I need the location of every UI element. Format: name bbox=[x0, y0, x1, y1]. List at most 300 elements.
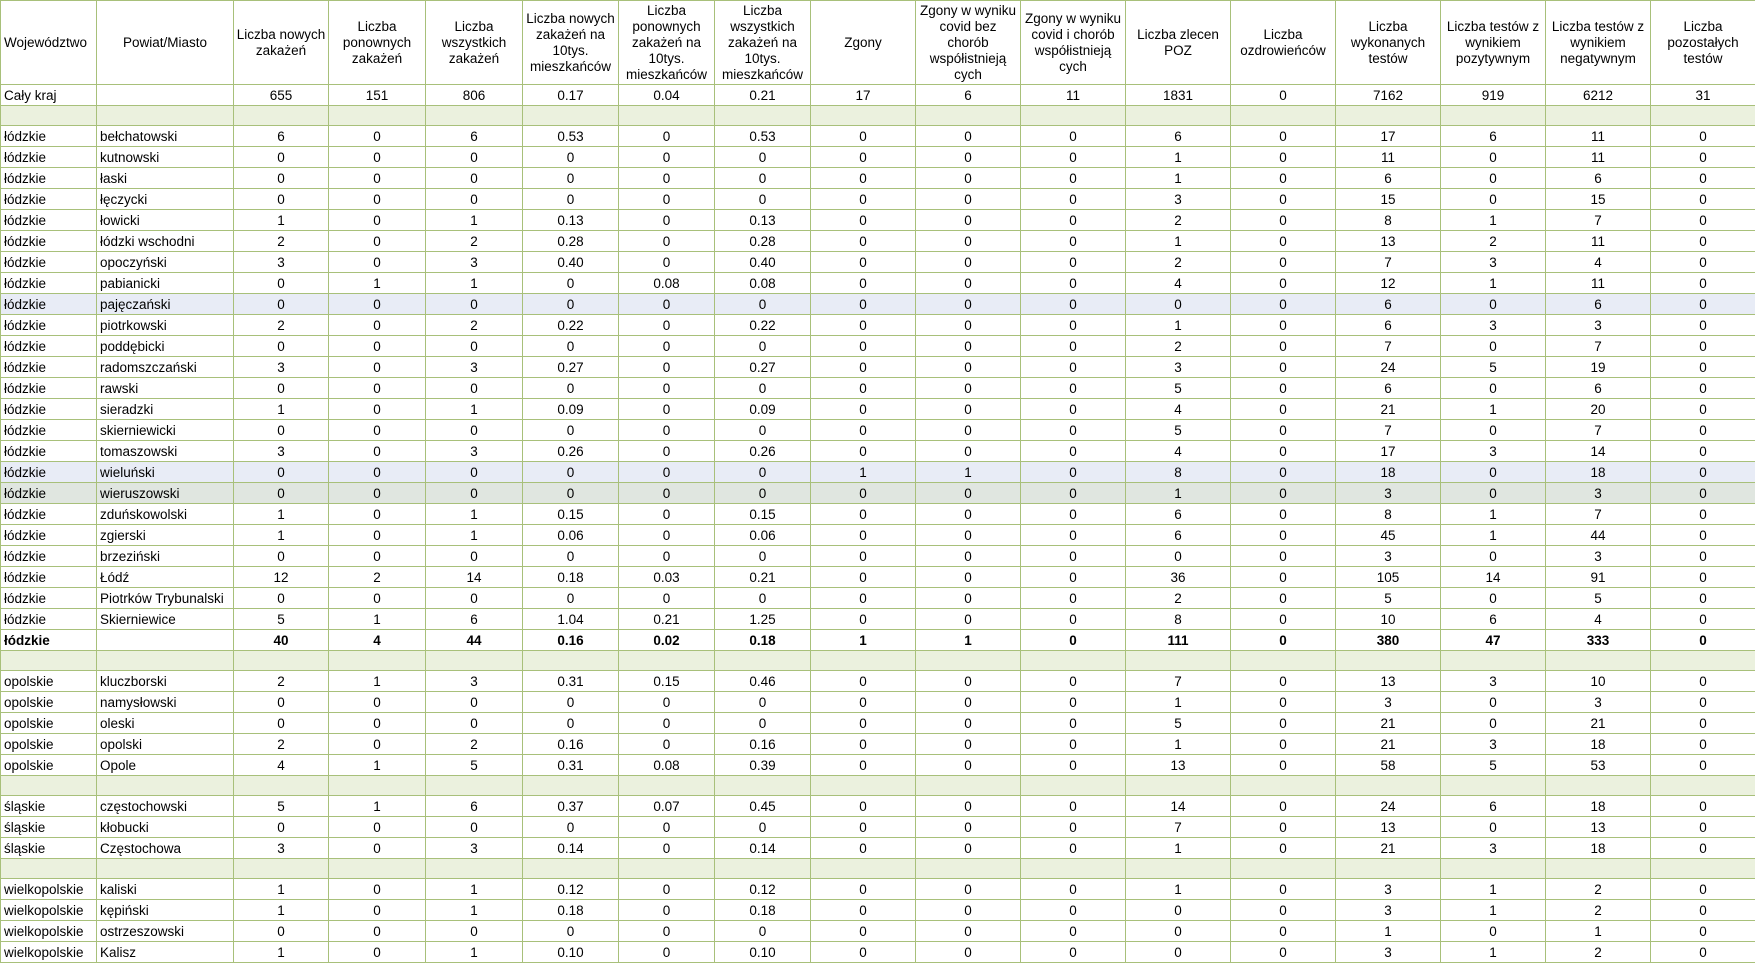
district-cell[interactable]: tomaszowski bbox=[97, 441, 234, 462]
value-cell[interactable]: 11 bbox=[1546, 273, 1651, 294]
value-cell[interactable]: 0 bbox=[916, 147, 1021, 168]
value-cell[interactable]: 0 bbox=[1231, 630, 1336, 651]
value-cell[interactable]: 0 bbox=[234, 713, 329, 734]
value-cell[interactable]: 0 bbox=[619, 462, 715, 483]
value-cell[interactable]: 0 bbox=[523, 546, 619, 567]
value-cell[interactable]: 0 bbox=[426, 378, 523, 399]
value-cell[interactable]: 0 bbox=[619, 483, 715, 504]
value-cell[interactable]: 0 bbox=[619, 921, 715, 942]
value-cell[interactable]: 0 bbox=[329, 588, 426, 609]
value-cell[interactable]: 0 bbox=[1651, 420, 1755, 441]
value-cell[interactable]: 12 bbox=[1336, 273, 1441, 294]
value-cell[interactable]: 0 bbox=[811, 900, 916, 921]
voivodeship-cell[interactable]: wielkopolskie bbox=[1, 879, 97, 900]
empty-cell[interactable] bbox=[97, 651, 234, 671]
value-cell[interactable]: 0 bbox=[329, 231, 426, 252]
value-cell[interactable]: 0 bbox=[523, 692, 619, 713]
value-cell[interactable]: 0 bbox=[329, 336, 426, 357]
value-cell[interactable]: 0.21 bbox=[619, 609, 715, 630]
value-cell[interactable]: 0.22 bbox=[715, 315, 811, 336]
value-cell[interactable]: 18 bbox=[1546, 462, 1651, 483]
voivodeship-cell[interactable]: łódzkie bbox=[1, 441, 97, 462]
value-cell[interactable]: 0 bbox=[916, 252, 1021, 273]
value-cell[interactable]: 0.10 bbox=[523, 942, 619, 963]
value-cell[interactable]: 0 bbox=[1651, 336, 1755, 357]
value-cell[interactable]: 13 bbox=[1336, 817, 1441, 838]
value-cell[interactable]: 1 bbox=[1126, 838, 1231, 859]
value-cell[interactable]: 0.15 bbox=[715, 504, 811, 525]
voivodeship-cell[interactable]: opolskie bbox=[1, 755, 97, 776]
voivodeship-cell[interactable]: łódzkie bbox=[1, 483, 97, 504]
value-cell[interactable]: 0.21 bbox=[715, 567, 811, 588]
value-cell[interactable]: 0 bbox=[811, 420, 916, 441]
value-cell[interactable]: 0 bbox=[1126, 546, 1231, 567]
empty-cell[interactable] bbox=[523, 776, 619, 796]
value-cell[interactable]: 0.10 bbox=[715, 942, 811, 963]
empty-cell[interactable] bbox=[916, 859, 1021, 879]
value-cell[interactable]: 0 bbox=[1651, 462, 1755, 483]
value-cell[interactable]: 0 bbox=[1231, 378, 1336, 399]
empty-cell[interactable] bbox=[1, 651, 97, 671]
value-cell[interactable]: 0 bbox=[916, 567, 1021, 588]
value-cell[interactable]: 5 bbox=[1336, 588, 1441, 609]
value-cell[interactable]: 0 bbox=[1021, 796, 1126, 817]
value-cell[interactable]: 1.04 bbox=[523, 609, 619, 630]
district-cell[interactable]: bełchatowski bbox=[97, 126, 234, 147]
value-cell[interactable]: 0 bbox=[619, 713, 715, 734]
value-cell[interactable]: 0 bbox=[329, 168, 426, 189]
value-cell[interactable]: 0 bbox=[1231, 168, 1336, 189]
district-cell[interactable]: opolski bbox=[97, 734, 234, 755]
value-cell[interactable]: 0 bbox=[1651, 126, 1755, 147]
value-cell[interactable]: 0 bbox=[811, 504, 916, 525]
column-header[interactable]: Województwo bbox=[1, 1, 97, 85]
value-cell[interactable]: 0 bbox=[329, 483, 426, 504]
value-cell[interactable]: 2 bbox=[1126, 252, 1231, 273]
value-cell[interactable]: 0 bbox=[1021, 671, 1126, 692]
district-cell[interactable]: namysłowski bbox=[97, 692, 234, 713]
column-header[interactable]: Powiat/Miasto bbox=[97, 1, 234, 85]
voivodeship-cell[interactable]: wielkopolskie bbox=[1, 921, 97, 942]
value-cell[interactable]: 7 bbox=[1126, 671, 1231, 692]
value-cell[interactable]: 0 bbox=[1021, 588, 1126, 609]
empty-cell[interactable] bbox=[523, 859, 619, 879]
voivodeship-cell[interactable]: śląskie bbox=[1, 838, 97, 859]
empty-cell[interactable] bbox=[329, 651, 426, 671]
value-cell[interactable]: 1 bbox=[916, 630, 1021, 651]
value-cell[interactable]: 0.40 bbox=[715, 252, 811, 273]
value-cell[interactable]: 0 bbox=[916, 357, 1021, 378]
value-cell[interactable]: 5 bbox=[1126, 420, 1231, 441]
value-cell[interactable]: 111 bbox=[1126, 630, 1231, 651]
value-cell[interactable]: 0 bbox=[715, 336, 811, 357]
district-cell[interactable]: częstochowski bbox=[97, 796, 234, 817]
value-cell[interactable]: 0 bbox=[916, 378, 1021, 399]
district-cell[interactable]: Łódź bbox=[97, 567, 234, 588]
district-cell[interactable] bbox=[97, 630, 234, 651]
value-cell[interactable]: 0 bbox=[1441, 713, 1546, 734]
value-cell[interactable]: 10 bbox=[1546, 671, 1651, 692]
value-cell[interactable]: 0 bbox=[811, 692, 916, 713]
value-cell[interactable]: 91 bbox=[1546, 567, 1651, 588]
value-cell[interactable]: 0 bbox=[619, 210, 715, 231]
value-cell[interactable]: 6 bbox=[1441, 796, 1546, 817]
value-cell[interactable]: 3 bbox=[1441, 671, 1546, 692]
value-cell[interactable]: 0 bbox=[916, 671, 1021, 692]
value-cell[interactable]: 6 bbox=[1126, 126, 1231, 147]
value-cell[interactable]: 0 bbox=[811, 252, 916, 273]
value-cell[interactable]: 0 bbox=[811, 755, 916, 776]
value-cell[interactable]: 0 bbox=[523, 921, 619, 942]
value-cell[interactable]: 5 bbox=[1126, 713, 1231, 734]
value-cell[interactable]: 0 bbox=[1651, 378, 1755, 399]
value-cell[interactable]: 0 bbox=[234, 147, 329, 168]
value-cell[interactable]: 40 bbox=[234, 630, 329, 651]
empty-cell[interactable] bbox=[811, 776, 916, 796]
empty-cell[interactable] bbox=[1336, 859, 1441, 879]
district-cell[interactable]: radomszczański bbox=[97, 357, 234, 378]
value-cell[interactable]: 6 bbox=[1336, 294, 1441, 315]
value-cell[interactable]: 0 bbox=[916, 879, 1021, 900]
value-cell[interactable]: 0 bbox=[523, 189, 619, 210]
value-cell[interactable]: 0 bbox=[916, 420, 1021, 441]
value-cell[interactable]: 0 bbox=[811, 357, 916, 378]
voivodeship-cell[interactable]: łódzkie bbox=[1, 252, 97, 273]
value-cell[interactable]: 0 bbox=[1651, 713, 1755, 734]
empty-cell[interactable] bbox=[1126, 106, 1231, 126]
value-cell[interactable]: 0 bbox=[329, 713, 426, 734]
value-cell[interactable]: 0 bbox=[1126, 900, 1231, 921]
empty-cell[interactable] bbox=[1336, 651, 1441, 671]
value-cell[interactable]: 0 bbox=[916, 273, 1021, 294]
value-cell[interactable]: 17 bbox=[1336, 126, 1441, 147]
value-cell[interactable]: 0 bbox=[234, 189, 329, 210]
value-cell[interactable]: 2 bbox=[329, 567, 426, 588]
value-cell[interactable]: 19 bbox=[1546, 357, 1651, 378]
value-cell[interactable]: 0 bbox=[1441, 817, 1546, 838]
value-cell[interactable]: 1 bbox=[234, 210, 329, 231]
value-cell[interactable]: 0.06 bbox=[523, 525, 619, 546]
value-cell[interactable]: 0 bbox=[329, 378, 426, 399]
value-cell[interactable]: 0 bbox=[329, 942, 426, 963]
value-cell[interactable]: 1 bbox=[329, 273, 426, 294]
value-cell[interactable]: 18 bbox=[1546, 734, 1651, 755]
value-cell[interactable]: 0 bbox=[1231, 692, 1336, 713]
value-cell[interactable]: 0.09 bbox=[715, 399, 811, 420]
voivodeship-cell[interactable]: wielkopolskie bbox=[1, 900, 97, 921]
voivodeship-cell[interactable]: Cały kraj bbox=[1, 85, 97, 106]
value-cell[interactable]: 0 bbox=[811, 879, 916, 900]
value-cell[interactable]: 0 bbox=[234, 588, 329, 609]
value-cell[interactable]: 4 bbox=[1126, 399, 1231, 420]
value-cell[interactable]: 1 bbox=[234, 900, 329, 921]
value-cell[interactable]: 0 bbox=[1231, 273, 1336, 294]
value-cell[interactable]: 0 bbox=[916, 336, 1021, 357]
value-cell[interactable]: 0 bbox=[811, 796, 916, 817]
value-cell[interactable]: 0.08 bbox=[619, 273, 715, 294]
value-cell[interactable]: 0 bbox=[523, 273, 619, 294]
value-cell[interactable]: 0 bbox=[1021, 357, 1126, 378]
value-cell[interactable]: 0 bbox=[619, 525, 715, 546]
value-cell[interactable]: 0 bbox=[715, 294, 811, 315]
value-cell[interactable]: 21 bbox=[1336, 838, 1441, 859]
value-cell[interactable]: 0 bbox=[329, 900, 426, 921]
district-cell[interactable]: oleski bbox=[97, 713, 234, 734]
value-cell[interactable]: 7 bbox=[1336, 252, 1441, 273]
value-cell[interactable]: 0.13 bbox=[523, 210, 619, 231]
voivodeship-cell[interactable]: łódzkie bbox=[1, 504, 97, 525]
empty-cell[interactable] bbox=[1126, 651, 1231, 671]
value-cell[interactable]: 0 bbox=[916, 838, 1021, 859]
value-cell[interactable]: 0 bbox=[1231, 734, 1336, 755]
value-cell[interactable]: 0 bbox=[1651, 546, 1755, 567]
value-cell[interactable]: 0 bbox=[916, 399, 1021, 420]
value-cell[interactable]: 0 bbox=[715, 147, 811, 168]
value-cell[interactable]: 1.25 bbox=[715, 609, 811, 630]
value-cell[interactable]: 3 bbox=[426, 441, 523, 462]
voivodeship-cell[interactable]: opolskie bbox=[1, 671, 97, 692]
value-cell[interactable]: 0 bbox=[811, 315, 916, 336]
value-cell[interactable]: 0 bbox=[1231, 755, 1336, 776]
value-cell[interactable]: 0 bbox=[1441, 294, 1546, 315]
value-cell[interactable]: 0 bbox=[1651, 879, 1755, 900]
value-cell[interactable]: 0 bbox=[1441, 462, 1546, 483]
column-header[interactable]: Liczba pozostałych testów bbox=[1651, 1, 1755, 85]
value-cell[interactable]: 0 bbox=[426, 546, 523, 567]
value-cell[interactable]: 0 bbox=[916, 734, 1021, 755]
value-cell[interactable]: 3 bbox=[1441, 315, 1546, 336]
value-cell[interactable]: 0 bbox=[329, 921, 426, 942]
district-cell[interactable]: wieluński bbox=[97, 462, 234, 483]
value-cell[interactable]: 0.21 bbox=[715, 85, 811, 106]
value-cell[interactable]: 0 bbox=[234, 692, 329, 713]
value-cell[interactable]: 0 bbox=[1441, 588, 1546, 609]
value-cell[interactable]: 7 bbox=[1336, 336, 1441, 357]
district-cell[interactable]: sieradzki bbox=[97, 399, 234, 420]
empty-cell[interactable] bbox=[426, 776, 523, 796]
value-cell[interactable]: 0 bbox=[426, 189, 523, 210]
column-header[interactable]: Liczba testów z wynikiem pozytywnym bbox=[1441, 1, 1546, 85]
value-cell[interactable]: 0 bbox=[1651, 168, 1755, 189]
value-cell[interactable]: 6212 bbox=[1546, 85, 1651, 106]
value-cell[interactable]: 0 bbox=[916, 755, 1021, 776]
value-cell[interactable]: 0 bbox=[715, 817, 811, 838]
district-cell[interactable]: łęczycki bbox=[97, 189, 234, 210]
value-cell[interactable]: 0 bbox=[811, 567, 916, 588]
value-cell[interactable]: 0 bbox=[1651, 692, 1755, 713]
value-cell[interactable]: 5 bbox=[1441, 357, 1546, 378]
value-cell[interactable]: 0 bbox=[1126, 294, 1231, 315]
district-cell[interactable]: Częstochowa bbox=[97, 838, 234, 859]
value-cell[interactable]: 151 bbox=[329, 85, 426, 106]
value-cell[interactable]: 8 bbox=[1336, 210, 1441, 231]
district-cell[interactable]: kluczborski bbox=[97, 671, 234, 692]
voivodeship-cell[interactable]: łódzkie bbox=[1, 588, 97, 609]
value-cell[interactable]: 0 bbox=[426, 294, 523, 315]
district-cell[interactable]: kępiński bbox=[97, 900, 234, 921]
value-cell[interactable]: 0 bbox=[811, 713, 916, 734]
value-cell[interactable]: 2 bbox=[426, 734, 523, 755]
empty-cell[interactable] bbox=[426, 106, 523, 126]
value-cell[interactable]: 0 bbox=[1651, 734, 1755, 755]
value-cell[interactable]: 0 bbox=[1021, 942, 1126, 963]
value-cell[interactable]: 0 bbox=[234, 336, 329, 357]
column-header[interactable]: Zgony w wyniku covid i chorób współistnieją cych bbox=[1021, 1, 1126, 85]
value-cell[interactable]: 0 bbox=[1441, 483, 1546, 504]
value-cell[interactable]: 0 bbox=[619, 336, 715, 357]
value-cell[interactable]: 0 bbox=[426, 817, 523, 838]
value-cell[interactable]: 0 bbox=[1651, 755, 1755, 776]
empty-cell[interactable] bbox=[329, 106, 426, 126]
value-cell[interactable]: 0 bbox=[619, 399, 715, 420]
value-cell[interactable]: 0 bbox=[1231, 671, 1336, 692]
value-cell[interactable]: 0 bbox=[619, 504, 715, 525]
district-cell[interactable]: piotrkowski bbox=[97, 315, 234, 336]
value-cell[interactable]: 0 bbox=[1231, 126, 1336, 147]
value-cell[interactable]: 0.08 bbox=[715, 273, 811, 294]
district-cell[interactable]: Piotrków Trybunalski bbox=[97, 588, 234, 609]
value-cell[interactable]: 0 bbox=[1231, 336, 1336, 357]
value-cell[interactable]: 1 bbox=[1336, 921, 1441, 942]
value-cell[interactable]: 2 bbox=[1546, 942, 1651, 963]
empty-cell[interactable] bbox=[1546, 859, 1651, 879]
value-cell[interactable]: 0 bbox=[1651, 273, 1755, 294]
value-cell[interactable]: 0 bbox=[619, 546, 715, 567]
value-cell[interactable]: 0 bbox=[811, 273, 916, 294]
column-header[interactable]: Liczba wszystkich zakażeń na 10tys. mieszkańców bbox=[715, 1, 811, 85]
empty-cell[interactable] bbox=[1126, 859, 1231, 879]
column-header[interactable]: Zgony w wyniku covid bez chorób współistnieją cych bbox=[916, 1, 1021, 85]
district-cell[interactable]: kłobucki bbox=[97, 817, 234, 838]
empty-cell[interactable] bbox=[1231, 776, 1336, 796]
value-cell[interactable]: 0 bbox=[811, 525, 916, 546]
value-cell[interactable]: 4 bbox=[1546, 252, 1651, 273]
value-cell[interactable]: 1 bbox=[1441, 273, 1546, 294]
value-cell[interactable]: 1 bbox=[426, 210, 523, 231]
value-cell[interactable]: 0 bbox=[1441, 189, 1546, 210]
value-cell[interactable]: 4 bbox=[329, 630, 426, 651]
value-cell[interactable]: 0 bbox=[426, 588, 523, 609]
value-cell[interactable]: 0 bbox=[234, 420, 329, 441]
value-cell[interactable]: 0 bbox=[916, 588, 1021, 609]
value-cell[interactable]: 0 bbox=[715, 189, 811, 210]
value-cell[interactable]: 0 bbox=[916, 796, 1021, 817]
voivodeship-cell[interactable]: łódzkie bbox=[1, 525, 97, 546]
empty-cell[interactable] bbox=[1546, 776, 1651, 796]
value-cell[interactable]: 0.39 bbox=[715, 755, 811, 776]
value-cell[interactable]: 17 bbox=[1336, 441, 1441, 462]
value-cell[interactable]: 0 bbox=[234, 817, 329, 838]
voivodeship-cell[interactable]: łódzkie bbox=[1, 336, 97, 357]
value-cell[interactable]: 0.18 bbox=[715, 900, 811, 921]
value-cell[interactable]: 0 bbox=[1231, 315, 1336, 336]
empty-cell[interactable] bbox=[715, 106, 811, 126]
value-cell[interactable]: 0 bbox=[715, 462, 811, 483]
district-cell[interactable] bbox=[97, 85, 234, 106]
value-cell[interactable]: 1 bbox=[1441, 879, 1546, 900]
value-cell[interactable]: 8 bbox=[1126, 609, 1231, 630]
value-cell[interactable]: 0 bbox=[523, 378, 619, 399]
value-cell[interactable]: 0 bbox=[715, 713, 811, 734]
district-cell[interactable]: kutnowski bbox=[97, 147, 234, 168]
value-cell[interactable]: 3 bbox=[1441, 441, 1546, 462]
value-cell[interactable]: 1 bbox=[1126, 231, 1231, 252]
voivodeship-cell[interactable]: śląskie bbox=[1, 817, 97, 838]
voivodeship-cell[interactable]: opolskie bbox=[1, 713, 97, 734]
empty-cell[interactable] bbox=[811, 859, 916, 879]
value-cell[interactable]: 0 bbox=[426, 336, 523, 357]
value-cell[interactable]: 0 bbox=[811, 546, 916, 567]
value-cell[interactable]: 3 bbox=[1336, 942, 1441, 963]
value-cell[interactable]: 105 bbox=[1336, 567, 1441, 588]
value-cell[interactable]: 11 bbox=[1336, 147, 1441, 168]
column-header[interactable]: Liczba testów z wynikiem negatywnym bbox=[1546, 1, 1651, 85]
value-cell[interactable]: 0.28 bbox=[715, 231, 811, 252]
voivodeship-cell[interactable]: opolskie bbox=[1, 734, 97, 755]
value-cell[interactable]: 0 bbox=[811, 817, 916, 838]
voivodeship-cell[interactable]: łódzkie bbox=[1, 126, 97, 147]
value-cell[interactable]: 0 bbox=[1231, 900, 1336, 921]
value-cell[interactable]: 4 bbox=[1546, 609, 1651, 630]
district-cell[interactable]: skierniewicki bbox=[97, 420, 234, 441]
empty-cell[interactable] bbox=[329, 776, 426, 796]
value-cell[interactable]: 1 bbox=[234, 399, 329, 420]
value-cell[interactable]: 11 bbox=[1546, 147, 1651, 168]
value-cell[interactable]: 0 bbox=[1021, 420, 1126, 441]
value-cell[interactable]: 0 bbox=[1021, 210, 1126, 231]
value-cell[interactable]: 13 bbox=[1336, 231, 1441, 252]
value-cell[interactable]: 0 bbox=[619, 942, 715, 963]
value-cell[interactable]: 1 bbox=[426, 273, 523, 294]
value-cell[interactable]: 3 bbox=[234, 441, 329, 462]
value-cell[interactable]: 0 bbox=[619, 838, 715, 859]
column-header[interactable]: Liczba nowych zakażeń bbox=[234, 1, 329, 85]
value-cell[interactable]: 0 bbox=[1231, 420, 1336, 441]
value-cell[interactable]: 0 bbox=[329, 462, 426, 483]
value-cell[interactable]: 0 bbox=[1021, 147, 1126, 168]
value-cell[interactable]: 24 bbox=[1336, 796, 1441, 817]
voivodeship-cell[interactable]: opolskie bbox=[1, 692, 97, 713]
value-cell[interactable]: 0 bbox=[426, 692, 523, 713]
value-cell[interactable]: 0 bbox=[715, 921, 811, 942]
value-cell[interactable]: 0 bbox=[916, 168, 1021, 189]
value-cell[interactable]: 0 bbox=[1231, 921, 1336, 942]
value-cell[interactable]: 0 bbox=[1231, 85, 1336, 106]
value-cell[interactable]: 5 bbox=[234, 796, 329, 817]
value-cell[interactable]: 5 bbox=[1441, 755, 1546, 776]
value-cell[interactable]: 0.26 bbox=[523, 441, 619, 462]
value-cell[interactable]: 0.31 bbox=[523, 671, 619, 692]
value-cell[interactable]: 0 bbox=[329, 210, 426, 231]
value-cell[interactable]: 0 bbox=[426, 462, 523, 483]
district-cell[interactable]: zgierski bbox=[97, 525, 234, 546]
voivodeship-cell[interactable]: śląskie bbox=[1, 796, 97, 817]
value-cell[interactable]: 5 bbox=[426, 755, 523, 776]
district-cell[interactable]: poddębicki bbox=[97, 336, 234, 357]
value-cell[interactable]: 0 bbox=[1231, 713, 1336, 734]
value-cell[interactable]: 2 bbox=[1546, 900, 1651, 921]
empty-cell[interactable] bbox=[234, 776, 329, 796]
value-cell[interactable]: 0 bbox=[1021, 817, 1126, 838]
value-cell[interactable]: 3 bbox=[1441, 734, 1546, 755]
empty-cell[interactable] bbox=[715, 859, 811, 879]
empty-cell[interactable] bbox=[1546, 651, 1651, 671]
column-header[interactable]: Liczba ponownych zakażeń na 10tys. mieszkańców bbox=[619, 1, 715, 85]
value-cell[interactable]: 4 bbox=[234, 755, 329, 776]
value-cell[interactable]: 7 bbox=[1546, 210, 1651, 231]
value-cell[interactable]: 0 bbox=[1651, 609, 1755, 630]
value-cell[interactable]: 0 bbox=[619, 126, 715, 147]
